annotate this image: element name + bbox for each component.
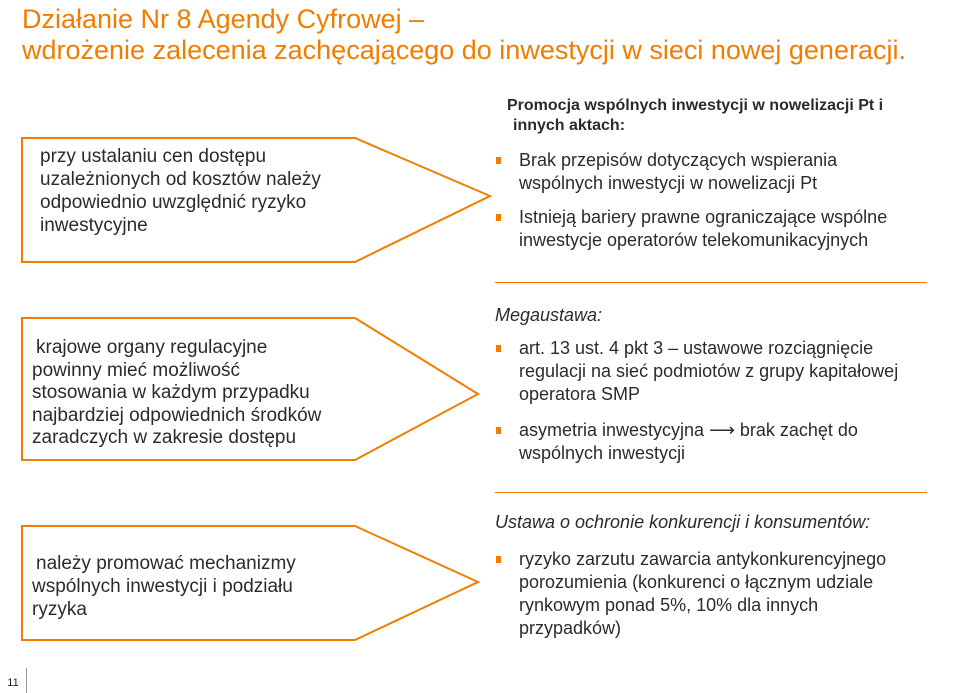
list-item xyxy=(495,206,945,252)
list-item-line: inwestycje operatorów telekomunikacyjnych xyxy=(519,230,869,250)
list-item-line: porozumienia (konkurenci o łącznym udziale xyxy=(519,572,874,592)
page-number-divider xyxy=(26,668,27,693)
section-promocja-list xyxy=(495,149,945,252)
list-item-line: wspólnych inwestycji w nowelizacji Pt xyxy=(519,173,818,193)
separator-line xyxy=(495,282,927,283)
list-item xyxy=(495,419,945,465)
arrow-box-1-line: inwestycyjne xyxy=(40,215,148,236)
list-item-line: operatora SMP xyxy=(519,384,641,404)
list-item-line: Brak przepisów dotyczących wspierania xyxy=(519,150,838,170)
list-item xyxy=(495,149,945,195)
heading-line: Promocja wspólnych inwestycji w nowelizacji Pt i xyxy=(507,97,884,114)
list-item-line: Istnieją bariery prawne ograniczające wspólne xyxy=(519,207,888,227)
list-item xyxy=(495,548,945,640)
bullet-icon xyxy=(496,556,501,563)
arrow-box-3-line: wspólnych inwestycji i podziału xyxy=(32,576,293,597)
section-promocja xyxy=(495,96,945,252)
arrow-box-2-line: krajowe organy regulacyjne xyxy=(36,337,268,358)
section-megaustawa xyxy=(495,304,945,465)
list-item-line: rynkowym ponad 5%, 10% dla innych xyxy=(519,595,819,615)
arrow-box-1-line: przy ustalaniu cen dostępu xyxy=(40,146,267,167)
section-ustawa-heading: Ustawa o ochronie konkurencji i konsumentów: xyxy=(495,512,871,532)
arrow-box-2-line: stosowania w każdym przypadku xyxy=(32,382,310,403)
section-promocja-heading xyxy=(495,96,945,136)
list-item-line: wspólnych inwestycji xyxy=(519,443,686,463)
list-item-line: ryzyko zarzutu zawarcia antykonkurencyjnego xyxy=(519,549,887,569)
list-item-line: regulacji na sieć podmiotów z grupy kapitałowej xyxy=(519,361,899,381)
title-line-1: Działanie Nr 8 Agendy Cyfrowej – xyxy=(22,4,425,34)
list-item-line: art. 13 ust. 4 pkt 3 – ustawowe rozciągnięcie xyxy=(519,338,874,358)
arrow-box-2-line: zaradczych w zakresie dostępu xyxy=(32,427,297,448)
heading-line: innych aktach: xyxy=(513,117,626,134)
list-item xyxy=(495,337,945,406)
arrow-box-1-line: odpowiednio uwzględnić ryzyko xyxy=(40,192,307,213)
bullet-icon xyxy=(496,157,501,164)
arrow-box-2-line: najbardziej odpowiednich środków xyxy=(32,404,322,426)
section-ustawa-list xyxy=(495,548,945,640)
arrow-box-2-line: powinny mieć możliwość xyxy=(32,359,241,381)
separator-line xyxy=(495,492,927,493)
bullet-icon xyxy=(496,427,501,434)
page-number: 11 xyxy=(7,677,19,689)
list-item-line: asymetria inwestycyjna ⟶ brak zachęt do xyxy=(519,420,858,440)
title-line-2: wdrożenie zalecenia zachęcającego do inwestycji w sieci nowej generacji. xyxy=(22,35,906,65)
section-megaustawa-heading: Megaustawa: xyxy=(495,305,603,325)
bullet-icon xyxy=(496,345,501,352)
arrow-box-2-text xyxy=(32,337,321,450)
arrow-box-3-line: ryzyka xyxy=(32,599,87,620)
arrow-box-1-text xyxy=(40,145,321,237)
section-ustawa xyxy=(495,511,945,640)
arrow-box-3-line: należy promować mechanizmy xyxy=(36,553,296,574)
arrow-box-1-line: uzależnionych od kosztów należy xyxy=(40,169,321,190)
bullet-icon xyxy=(496,214,501,221)
list-item-line: przypadków) xyxy=(519,618,622,638)
arrow-box-3-text xyxy=(32,552,296,621)
section-megaustawa-list xyxy=(495,337,945,465)
